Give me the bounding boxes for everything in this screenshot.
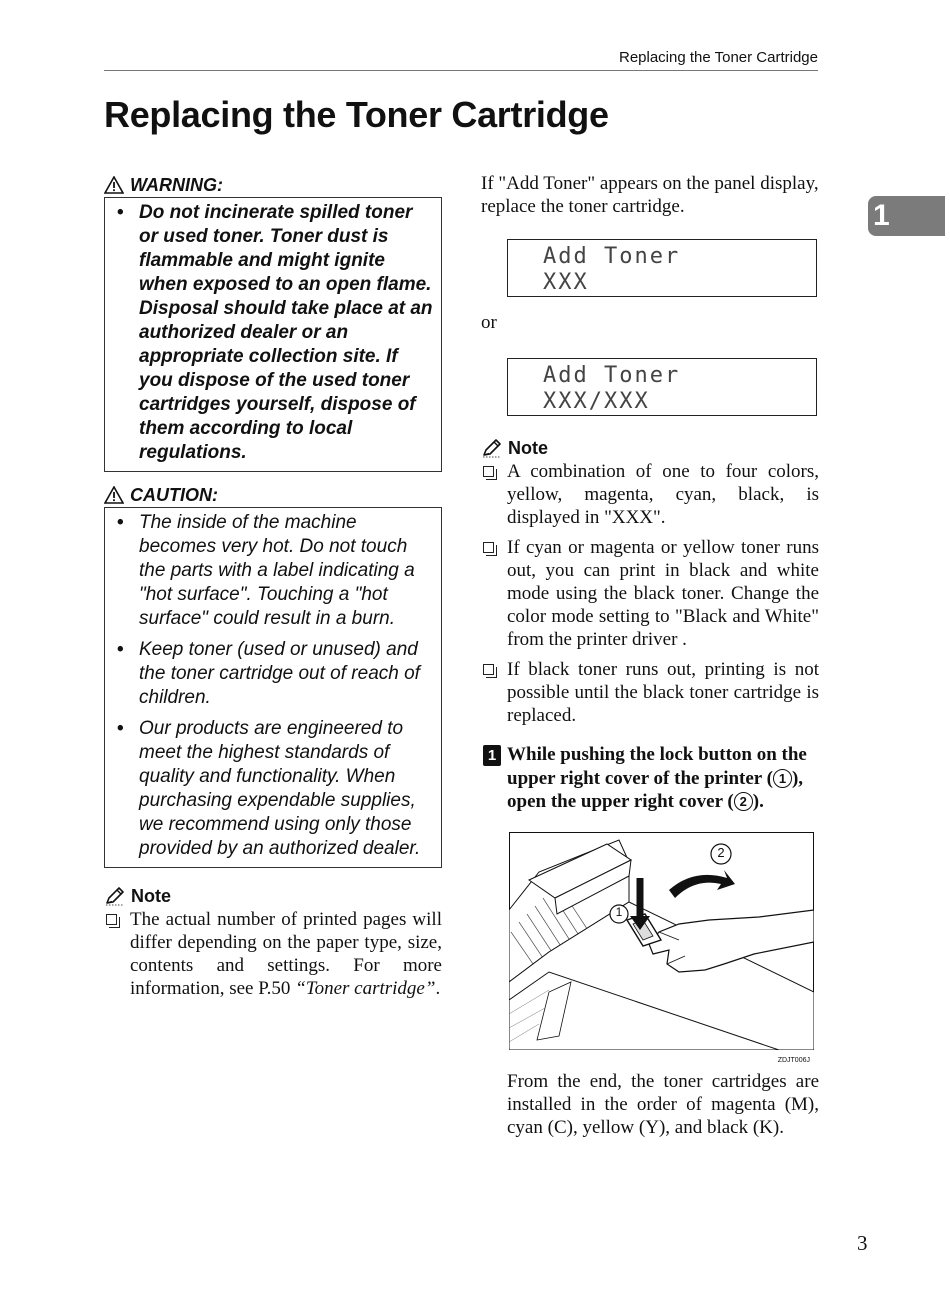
step-1: 1 While pushing the lock button on the upper right cover of the printer ( 1 ), open the upper right cover ( 2 ). xyxy=(481,743,819,814)
pencil-note-icon xyxy=(481,438,503,458)
printer-cover-drawing xyxy=(509,832,814,1050)
left-note-heading xyxy=(104,884,442,908)
warning-label: WARNING: xyxy=(130,174,223,195)
right-note-heading xyxy=(481,436,819,460)
lcd-display-2 xyxy=(507,358,817,416)
figure-callout-1: 1 xyxy=(615,904,623,919)
lcd-display-1 xyxy=(507,239,817,297)
checkbox-bullet-icon xyxy=(483,664,494,675)
callout-2-symbol: 2 xyxy=(734,792,753,811)
left-note-item: The actual number of printed pages will differ depending on the paper type, size, contents and settings. For more information, see P.50 “Toner cartridge”. xyxy=(104,908,442,1000)
pencil-note-icon xyxy=(104,886,126,906)
caution-box xyxy=(104,507,442,868)
step-number-badge: 1 xyxy=(483,745,501,766)
checkbox-bullet-icon xyxy=(483,466,494,477)
cross-reference-link[interactable]: “Toner cartridge” xyxy=(295,978,436,999)
right-note-list xyxy=(481,460,819,727)
printer-illustration xyxy=(509,832,814,1064)
header-divider xyxy=(104,70,818,71)
checkbox-bullet-icon xyxy=(483,542,494,553)
lcd1-line2: XXX xyxy=(543,270,589,295)
caution-item: • The inside of the machine becomes very hot. Do not touch the parts with a label indicating a "hot surface". Touching a "hot surface" could result in a burn. xyxy=(113,511,433,631)
page-title: Replacing the Toner Cartridge xyxy=(104,94,609,135)
warning-item: • Do not incinerate spilled toner or used toner. Toner dust is flammable and might ignite when exposed to an open flame. Disposal should take place at an authorized dealer or an appropriate collection site. If you dispose of the used toner cartridges yourself, dispose of them according to local regulations. xyxy=(113,201,433,465)
callout-1-symbol: 1 xyxy=(773,769,792,788)
lcd2-line1: Add Toner xyxy=(543,363,681,388)
right-note-item: If black toner runs out, printing is not possible until the black toner cartridge is replaced. xyxy=(481,658,819,727)
figure-id: ZDJT006J xyxy=(777,1056,810,1064)
lcd2-line2: XXX/XXX xyxy=(543,389,650,414)
caution-item: • Our products are engineered to meet the highest standards of quality and functionality. When purchasing expendable supplies, we recommend using only those provided by an authorized dealer. xyxy=(113,717,433,861)
left-note-list xyxy=(104,908,442,1000)
warning-triangle-icon xyxy=(104,176,124,194)
chapter-tab: 1 xyxy=(868,196,945,236)
intro-paragraph: If "Add Toner" appears on the panel display, replace the toner cartridge. xyxy=(481,173,819,217)
figure-callout-2: 2 xyxy=(717,844,725,860)
running-head: Replacing the Toner Cartridge xyxy=(618,49,818,66)
right-note-label: Note xyxy=(508,437,548,458)
right-note-item: A combination of one to four colors, yellow, magenta, cyan, black, is displayed in "XXX". xyxy=(481,460,819,529)
caution-item: • Keep toner (used or unused) and the toner cartridge out of reach of children. xyxy=(113,638,433,710)
caution-heading xyxy=(104,484,442,506)
warning-heading xyxy=(104,174,442,196)
page-number: 3 xyxy=(857,1231,868,1255)
left-note-label: Note xyxy=(131,885,171,906)
left-column xyxy=(104,174,442,1007)
or-text: or xyxy=(481,312,497,333)
caution-triangle-icon xyxy=(104,486,124,504)
caution-label: CAUTION: xyxy=(130,484,218,505)
right-column xyxy=(481,172,819,1139)
lcd1-line1: Add Toner xyxy=(543,244,681,269)
after-figure-paragraph: From the end, the toner cartridges are installed in the order of magenta (M), cyan (C), yellow (Y), and black (K). xyxy=(507,1070,819,1138)
warning-box xyxy=(104,197,442,472)
checkbox-bullet-icon xyxy=(106,914,117,925)
right-note-item: If cyan or magenta or yellow toner runs out, you can print in black and white mode using the black toner. Change the color mode setting to "Black and White" from the printer driver . xyxy=(481,536,819,651)
